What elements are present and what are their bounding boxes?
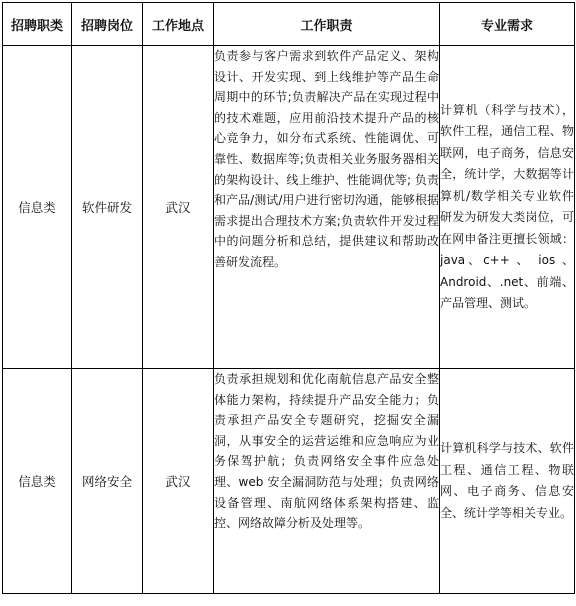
header-duties: 工作职责	[214, 3, 440, 46]
cell-location: 武汉	[143, 369, 214, 594]
cell-category: 信息类	[3, 369, 72, 594]
header-category: 招聘职类	[3, 3, 72, 46]
cell-location: 武汉	[143, 46, 214, 369]
header-location: 工作地点	[143, 3, 214, 46]
duties-text: 负责承担规划和优化南航信息产品安全整体能力架构，持续提升产品安全能力；负责承担产品安全专题研究，挖掘安全漏洞，从事安全的运营运维和应急响应为业务保驾护航；负责网络安全事件应急处理、web 安全漏洞防范与处理；负责网络设备管理、南航网络体系架构搭建、监控、网络故障分析及处理等。	[214, 372, 439, 531]
recruitment-table	[2, 2, 575, 594]
cell-duties	[214, 46, 440, 369]
table-header-row	[3, 3, 575, 46]
table-row	[3, 369, 575, 594]
cell-position: 软件研发	[72, 46, 143, 369]
header-requirements: 专业需求	[440, 3, 575, 46]
cell-requirements	[440, 369, 575, 594]
duties-text: 负责参与客户需求到软件产品定义、架构设计、开发实现、到上线维护等产品生命周期中的环节;负责解决产品在实现过程中的技术难题，应用前沿技术提升产品的核心竞争力，如分布式系统、性能调优、可靠性、数据库等;负责相关业务服务器相关的架构设计、线上维护、性能调优等; 负责和产品/测试/用户进行密切沟通，能够根据需求提出合理技术方案;负责软件开发过程中的问题分析和总结，提供建议和帮助改善研发流程。	[214, 49, 439, 269]
cell-requirements	[440, 46, 575, 369]
cell-duties	[214, 369, 440, 594]
requirements-text: 计算机（科学与技术），软件工程，通信工程、物联网，电子商务，信息安全，统计学，大数据等计算机/数学相关专业软件研发为研发大类岗位，可在网申备注更擅长领域：java、c++ 、 ios 、Android、.net、前端、产品管理、测试。	[440, 102, 574, 310]
cell-category: 信息类	[3, 46, 72, 369]
header-position: 招聘岗位	[72, 3, 143, 46]
requirements-text: 计算机科学与技术、软件工程、通信工程、物联网、电子商务、信息安全、统计学等相关专业。	[440, 441, 574, 520]
table-row	[3, 46, 575, 369]
cell-position: 网络安全	[72, 369, 143, 594]
